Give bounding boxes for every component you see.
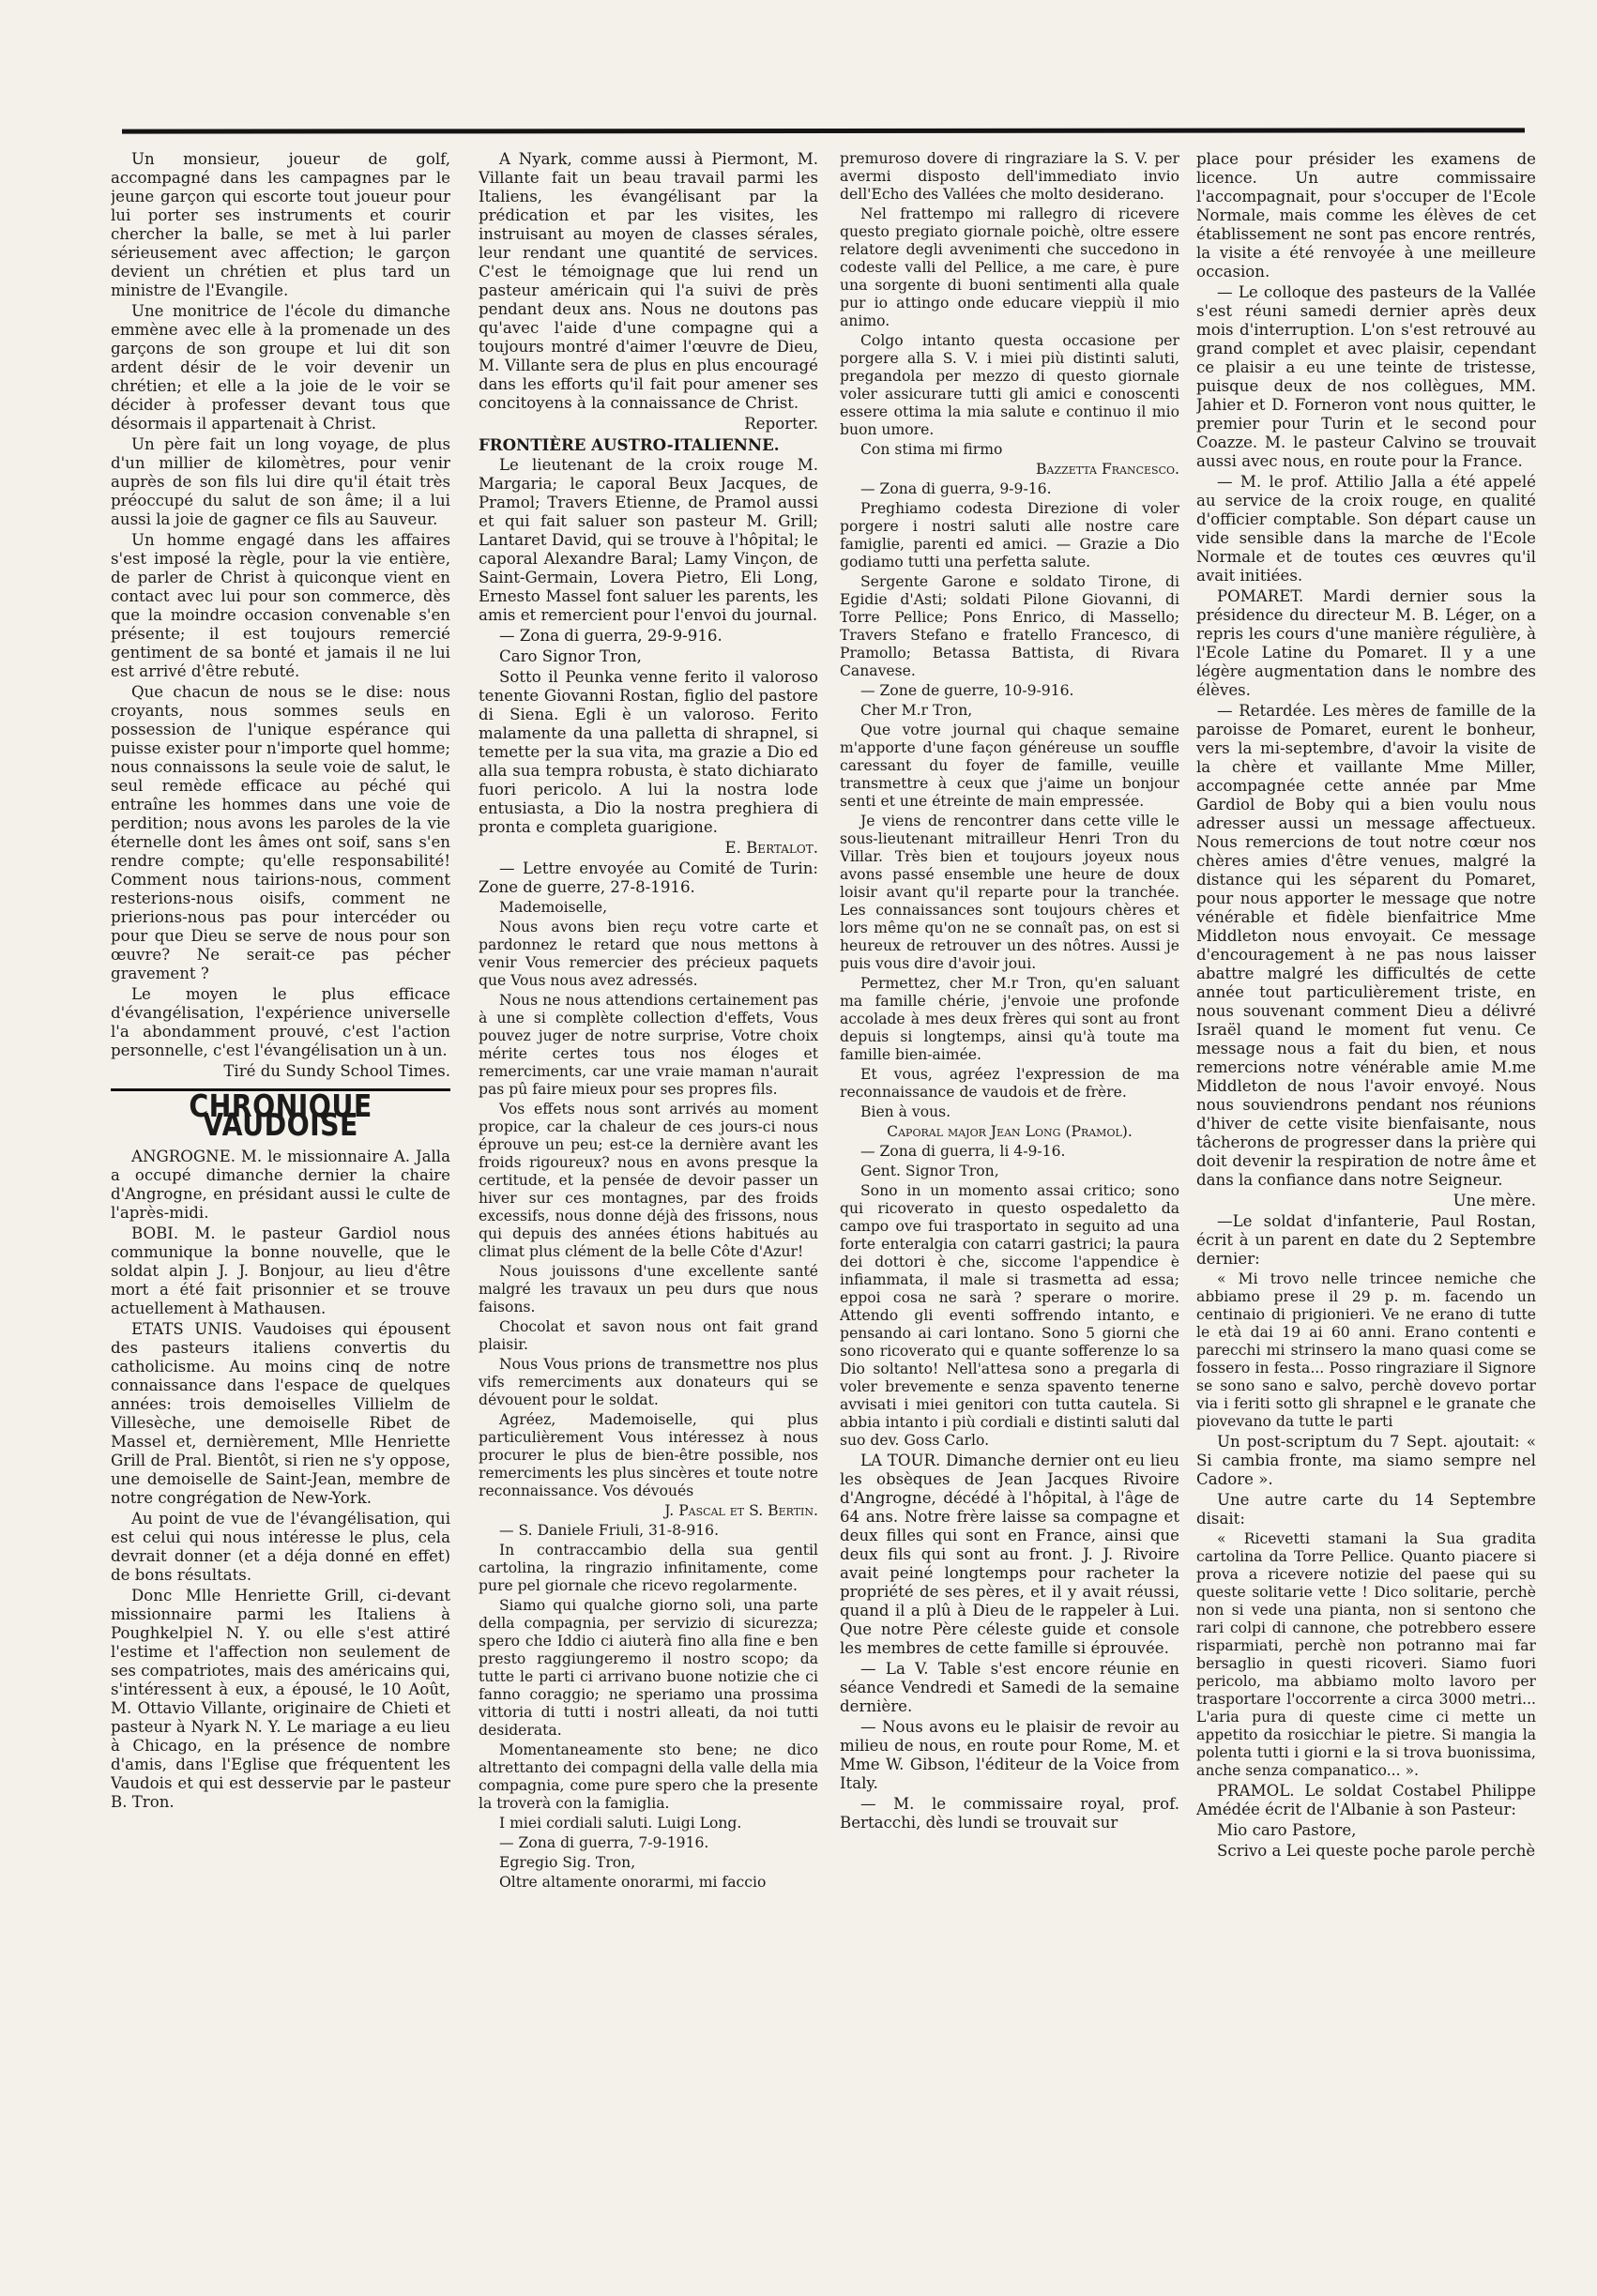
- letter-paragraph: Nous Vous prions de transmettre nos plus vifs remerciments aux donateurs qui se dévouent pour le soldat.: [479, 1356, 818, 1408]
- signature: Bazzetta Francesco.: [1036, 461, 1179, 478]
- news-item: ANGROGNE. M. le missionnaire A. Jalla a occupé dimanche dernier la chaire d'Angrogne, en présidant aussi le culte de l'après-midi.: [111, 1148, 450, 1222]
- letter-paragraph: Sergente Garone e soldato Tirone, di Egidie d'Asti; soldati Pilone Giovanni, di Torre Pellice; Pons Enrico, di Massello; Travers Stefano e fratello Francesco, di Pramollo; Betassa Battista, di Rivara Canavese.: [840, 573, 1179, 679]
- news-item: POMARET. Mardi dernier sous la présidence du directeur M. B. Léger, on a repris les cours d'une manière régulière, à l'Ecole Latine du Pomaret. Il y a une légère augmentation dans le nombre des élèves.: [1196, 587, 1536, 699]
- news-item: — La V. Table s'est encore réunie en séance Vendredi et Samedi de la semaine dernière.: [840, 1660, 1179, 1715]
- salutation: Mio caro Pastore,: [1217, 1821, 1357, 1839]
- letter-paragraph: I miei cordiali saluti. Luigi Long.: [499, 1815, 742, 1832]
- dateline: — Lettre envoyée au Comité de Turin: Zone de guerre, 27-8-1916.: [479, 859, 818, 896]
- signature: Une mère.: [1453, 1192, 1536, 1209]
- news-item: — Retardée. Les mères de famille de la paroisse de Pomaret, eurent le bonheur, vers la mi-septembre, d'avoir la visite de la chère et vaillante Mme Miller, accompagnée cette année par Mme Gardiol de Boby qui a bien voulu nous adresser aussi un message affectueux. Nous remercions de tout notre cœur nos chères amies d'être venues, malgré la distance qui les séparent du Pomaret, pour nous apporter le message que notre vénérable et fidèle bienfaitrice Mme Middleton nous envoyait. Ce message d'encouragement à ne pas nous laisser abattre malgré les difficultés de cette année tout particulièrement triste, en nous souvenant comment Dieu a délivré Israël quand le moment fut venu. Ce message nous a fait du bien, et nous remercions notre vénérable amie M.me Middleton de nous l'avoir envoyé. Nous nous souviendrons pendant nos réunions d'hiver de cette visite bienfaisante, nous tâcherons de progresser dans la prière qui doit devenir la respiration de notre âme et dans la confiance dans notre Seigneur.: [1196, 702, 1536, 1189]
- column-4: [1196, 150, 1536, 2280]
- salutation: Mademoiselle,: [499, 899, 608, 916]
- paragraph: Un monsieur, joueur de golf, accompagné dans les campagnes par le jeune garçon qui escorte tout joueur pour lui porter ses instruments et courir chercher la balle, se met à lui parler sérieusement avec affection; le garçon devient un chrétien et plus tard un ministre de l'Evangile.: [111, 150, 450, 299]
- news-item: ETATS UNIS. Vaudoises qui épousent des pasteurs italiens convertis du catholicisme. Au moins cinq de notre connaissance dans l'espace de quelques années: trois demoiselles Villielm de Villesèche, une demoiselle Ribet de Massel et, dernièrement, Mlle Henriette Grill de Pral. Bientôt, si rien ne s'y oppose, une demoiselle de Saint-Jean, membre de notre congrégation de New-York.: [111, 1320, 450, 1507]
- column-2: [479, 150, 818, 2280]
- dateline: — Zona di guerra, 9-9-16.: [860, 480, 1052, 497]
- news-item: — M. le commissaire royal, prof. Bertacchi, dès lundi se trouvait sur: [840, 1795, 1179, 1832]
- letter-paragraph: Permettez, cher M.r Tron, qu'en saluant ma famille chérie, j'envoie une profonde accolade à mes deux frères qui sont au front depuis si longtemps, ainsi qu'à toute ma famille bien-aimée.: [840, 975, 1179, 1063]
- paragraph: Le moyen le plus efficace d'évangélisation, l'expérience universelle l'a abondamment prouvé, c'est l'action personnelle, c'est l'évangélisation un à un.: [111, 985, 450, 1059]
- top-rule: [122, 128, 1525, 133]
- signature: E. Bertalot.: [724, 839, 818, 857]
- signature: J. Pascal et S. Bertin.: [664, 1502, 818, 1519]
- news-item: Une autre carte du 14 Septembre disait:: [1196, 1491, 1536, 1528]
- section-title: CHRONIQUE VAUDOISE: [189, 1087, 373, 1143]
- letter-paragraph: Bien à vous.: [860, 1103, 951, 1120]
- quoted-letter: « Mi trovo nelle trincee nemiche che abbiamo prese il 29 p. m. facendo un centinaio di prigionieri. Ve ne erano di tutte le età dai 19 ai 60 anni. Erano contenti e parecchi mi strinsero la mano quasi come se fossero in festa... Posso ringraziare il Signore se sono sano e salvo, perchè dovevo portar via i feriti sotto gli shrapnel e le granate che piovevano da tutte le parti: [1196, 1270, 1536, 1430]
- news-item: — Le colloque des pasteurs de la Vallée s'est réuni samedi dernier après deux mois d'interruption. L'on s'est retrouvé au grand complet et avec plaisir, cependant ce plaisir a eu une teinte de tristesse, puisque deux de nos collègues, MM. Jahier et D. Forneron vont nous quitter, le premier pour Turin et le second pour Coazze. M. le pasteur Calvino se trouvait aussi avec nous, en route pour la France.: [1196, 283, 1536, 470]
- paragraph: A Nyark, comme aussi à Piermont, M. Villante fait un beau travail parmi les Italiens, les évangélisant par la prédication et par les visites, les instruisant au moyen de classes sérales, leur rendant une quantité de services. C'est le témoignage que lui rend un pasteur américain qui l'a suivi de près pendant deux ans. Nous ne doutons pas qu'avec l'aide d'une compagne qui a toujours montré d'aimer l'œuvre de Dieu, M. Villante sera de plus en plus encouragé dans les efforts qu'il fait pour amener ses concitoyens à la connaissance de Christ.: [479, 150, 818, 412]
- news-item: Donc Mlle Henriette Grill, ci-devant missionnaire parmi les Italiens à Poughkelpiel N. Y. ou elle s'est attiré l'estime et l'affection non seulement de ses compatriotes, mais des américains qui, s'intéressent à eux, a épousé, le 10 Août, M. Ottavio Villante, originaire de Chieti et pasteur à Nyark N. Y. Le mariage a eu lieu à Chicago, en la présence de nombre d'amis, dans l'Eglise que fréquentent les Vaudois et qui est desservie par le pasteur B. Tron.: [111, 1587, 450, 1811]
- letter-paragraph: Sono in un momento assai critico; sono qui ricoverato in questo ospedaletto da campo ove fui trasportato in seguito ad una forte enteralgia con catarri gastrici; la paura dei dottori è che, siccome l'appendice è infiammata, il male si trasmetta ad essa; eppoi cosa ne sarà ? sperare o morire. Attendo gli eventi soffrendo intanto, e pensando ai cari lontano. Sono 5 giorni che sono ricoverato qui e quante sofferenze lo sa Dio soltanto! Nell'attesa sono a pregarla di voler brevemente e senza spavento tenerne avvisati i miei genitori con tutta cautela. Si abbia intanto i più cordiali e distinti saluti dal suo dev. Goss Carlo.: [840, 1182, 1179, 1449]
- news-item: place pour présider les examens de licence. Un autre commissaire l'accompagnait, pour s'occuper de l'Ecole Normale, mais comme les élèves de cet établissement ne sont pas encore rentrés, la visite a été renvoyée à une meilleure occasion.: [1196, 150, 1536, 281]
- dateline: — Zona di guerra, li 4-9-16.: [860, 1143, 1066, 1160]
- letter-paragraph: Momentaneamente sto bene; ne dico altrettanto dei compagni della valle della mia compagnia, come pure spero che la presente la troverà con la famiglia.: [479, 1741, 818, 1812]
- letter-paragraph: Nous jouissons d'une excellente santé malgré les travaux un peu durs que nous faisons.: [479, 1263, 818, 1315]
- letter-paragraph: Con stima mi firmo: [860, 441, 1003, 458]
- paragraph: Une monitrice de l'école du dimanche emmène avec elle à la promenade un des garçons de son groupe et lui dit son ardent désir de le voir devenir un chrétien; et elle a la joie de le voir se décider à professer devant tous que désormais il appartenait à Christ.: [111, 302, 450, 433]
- letter-paragraph: Colgo intanto questa occasione per porgere alla S. V. i miei più distinti saluti, pregandola per mezzo di questo giornale voler assicurare tutti gli amici e conoscenti essere ottima la mia salute e continuo il mio buon umore.: [840, 332, 1179, 438]
- news-item: PRAMOL. Le soldat Costabel Philippe Amédée écrit de l'Albanie à son Pasteur:: [1196, 1782, 1536, 1818]
- salutation: Egregio Sig. Tron,: [499, 1854, 636, 1871]
- letter-paragraph: Vos effets nous sont arrivés au moment propice, car la chaleur de ces jours-ci nous éprouve un peu; est-ce la dernière avant les froids rigoureux? nous en avons presque la certitude, et la pensée de devoir passer un hiver sur ces montagnes, par des froids excessifs, nous donne déjà des frissons, nous qui depuis des années étions habitués au climat plus clément de la belle Côte d'Azur!: [479, 1101, 818, 1260]
- letter-paragraph: Preghiamo codesta Direzione di voler porgere i nostri saluti alle nostre care famiglie, parenti ed amici. — Grazie a Dio godiamo tutti una perfetta salute.: [840, 500, 1179, 570]
- signature: Caporal major Jean Long (Pramol).: [887, 1123, 1133, 1140]
- news-item: — M. le prof. Attilio Jalla a été appelé au service de la croix rouge, en qualité d'officier comptable. Son départ cause un vide sensible dans la marche de l'Ecole Normale et de toutes ces œuvres qu'il avait initiées.: [1196, 473, 1536, 585]
- paragraph: Un homme engagé dans les affaires s'est imposé la règle, pour la vie entière, de parler de Christ à quiconque vient en contact avec lui pour son commerce, dès que la moindre occasion convenable s'en présente; il est toujours remercié gentiment de sa bonté et jamais il ne lui est arrivé d'être rebuté.: [111, 531, 450, 680]
- signature: Reporter.: [744, 415, 818, 433]
- news-item: Un post-scriptum du 7 Sept. ajoutait: « Si cambia fronte, ma siamo sempre nel Cadore ».: [1196, 1433, 1536, 1488]
- paragraph: Le lieutenant de la croix rouge M. Margaria; le caporal Beux Jacques, de Pramol; Travers Etienne, de Pramol aussi et qui fait saluer son pasteur M. Grill; Lantaret David, qui se trouve à l'hôpital; le caporal Alexandre Baral; Lamy Vinçon, de Saint-Germain, Lovera Pietro, Eli Long, Ernesto Massel font saluer les parents, les amis et remercient pour l'envoi du journal.: [479, 456, 818, 624]
- dateline: — S. Daniele Friuli, 31-8-916.: [499, 1522, 720, 1539]
- paragraph: Sotto il Peunka venne ferito il valoroso tenente Giovanni Rostan, figlio del pastore di Siena. Egli è un valoroso. Ferito malamente da una palletta di shrapnel, si temette per la sua vita, ma grazie a Dio ed alla sua tempra robusta, è stato dichiarato fuori pericolo. A lui la nostra lode entusiasta, a Dio la nostra preghiera di pronta e completa guarigione.: [479, 668, 818, 836]
- letter-paragraph: Oltre altamente onorarmi, mi faccio: [499, 1874, 767, 1891]
- dateline: — Zone de guerre, 10-9-916.: [860, 682, 1074, 699]
- dateline: — Zona di guerra, 7-9-1916.: [499, 1834, 709, 1851]
- column-3: [840, 150, 1179, 2280]
- salutation: Cher M.r Tron,: [860, 702, 973, 719]
- salutation: Gent. Signor Tron,: [860, 1163, 999, 1179]
- letter-paragraph: Nel frattempo mi rallegro di ricevere questo pregiato giornale poichè, oltre essere relatore degli avvenimenti che succedono in codeste valli del Pellice, a me care, è pure una sorgente di buoni sentimenti alla quale pur io attingo onde educare vieppiù il mio animo.: [840, 205, 1179, 329]
- letter-paragraph: Agréez, Mademoiselle, qui plus particulièrement Vous intéressez à nous procurer le plus de bien-être possible, nos remerciments les plus sincères et toute notre reconnaissance. Vos dévoués: [479, 1411, 818, 1499]
- salutation: Caro Signor Tron,: [499, 647, 642, 665]
- letter-paragraph: premuroso dovere di ringraziare la S. V. per avermi disposto dell'immediato invio dell'Echo des Vallées che molto desiderano.: [840, 150, 1179, 203]
- news-item: — Nous avons eu le plaisir de revoir au milieu de nous, en route pour Rome, M. et Mme W. Gibson, l'éditeur de la Voice from Italy.: [840, 1718, 1179, 1792]
- letter-paragraph: Chocolat et savon nous ont fait grand plaisir.: [479, 1318, 818, 1353]
- paragraph: Un père fait un long voyage, de plus d'un millier de kilomètres, pour venir auprès de son fils lui dire qu'il était très préoccupé du salut de son âme; il a lui aussi la joie de gagner ce fils au Sauveur.: [111, 435, 450, 528]
- letter-paragraph: Je viens de rencontrer dans cette ville le sous-lieutenant mitrailleur Henri Tron du Villar. Très bien et toujours joyeux nous avons passé ensemble une heure de doux loisir avant qu'il reparte pour la tranchée. Les connaissances sont toujours chères et lors même qu'on ne se connaît pas, on est si heureux de retrouver un des nôtres. Aussi je puis vous dire d'avoir joui.: [840, 813, 1179, 972]
- letter-paragraph: Nous avons bien reçu votre carte et pardonnez le retard que nous mettons à venir Vous remercier des précieux paquets que Vous nous avez adressés.: [479, 919, 818, 989]
- letter-paragraph: Scrivo a Lei queste poche parole perchè: [1217, 1842, 1536, 1860]
- news-item: LA TOUR. Dimanche dernier ont eu lieu les obsèques de Jean Jacques Rivoire d'Angrogne, décédé à l'hôpital, à l'âge de 64 ans. Notre frère laisse sa compagne et deux filles qui sont en France, ainsi que deux fils qui sont au front. J. J. Rivoire avait peiné longtemps pour racheter la propriété de ses pères, et il y avait réussi, quand il a plû à Dieu de le rappeler à Lui. Que notre Père céleste guide et console les membres de cette famille si éprouvée.: [840, 1452, 1179, 1657]
- letter-paragraph: In contraccambio della sua gentil cartolina, la ringrazio infinitamente, come pure pel giornale che ricevo regolarmente.: [479, 1542, 818, 1594]
- news-item: Au point de vue de l'évangélisation, qui est celui qui nous intéresse le plus, cela devrait donner (et a déja donné en effet) de bons résultats.: [111, 1510, 450, 1584]
- quoted-letter: « Ricevetti stamani la Sua gradita cartolina da Torre Pellice. Quanto piacere si prova a ricevere notizie del paese qui su queste solitarie vette ! Dico solitarie, perchè non si vede una pianta, non si sentono che rari colpi di cannone, che potrebbero essere risparmiati, perchè non potranno mai far bersaglio in questi ricoveri. Siamo fuori pericolo, ma abbiamo molto lavoro per trasportare l'occorrente a circa 3000 metri... L'aria pura di queste cime ci mette un appetito da rosicchiar le pietre. Si mangia la polenta tutti i giorni e la si trova buonissima, anche senza companatico... ».: [1196, 1530, 1536, 1779]
- section-heading: FRONTIÈRE AUSTRO-ITALIENNE.: [479, 435, 780, 454]
- paragraph: Que chacun de nous se le dise: nous croyants, nous sommes seuls en possession de l'unique espérance qui puisse exister pour n'importe quel homme; nous connaissons la seule voie de salut, le seul remède efficace au péché qui entraîne les hommes dans une voie de perdition; nous avons les paroles de la vie éternelle dont les âmes ont soif, sans s'en rendre compte; qu'elle responsabilité! Comment nous tairions-nous, comment resterions-nous oisifs, comment ne prierions-nous pas pour intercéder ou pour que Dieu se serve de nous pour son œuvre? Ne serait-ce pas pécher gravement ?: [111, 683, 450, 982]
- news-item: —Le soldat d'infanterie, Paul Rostan, écrit à un parent en date du 2 Septembre dernier:: [1196, 1212, 1536, 1268]
- letter-paragraph: Siamo qui qualche giorno soli, una parte della compagnia, per servizio di sicurezza; spero che Iddio ci aiuterà fino alla fine e ben presto raggiungeremo il nostro scopo; da tutte le parti ci arrivano buone notizie che ci fanno coraggio; ne speriamo una prossima vittoria di tutti i nostri alleati, da noi tutti desiderata.: [479, 1597, 818, 1739]
- source-credit: Tiré du Sundy School Times.: [223, 1062, 450, 1080]
- letter-paragraph: Nous ne nous attendions certainement pas à une si complète collection d'effets, Vous pouvez juger de notre surprise, Votre choix mérite certes tous nos éloges et remerciments, car une vraie maman n'aurait pas pû faire mieux pour ses propres fils.: [479, 992, 818, 1098]
- dateline: — Zona di guerra, 29-9-916.: [499, 627, 722, 645]
- news-item: BOBI. M. le pasteur Gardiol nous communique la bonne nouvelle, que le soldat alpin J. J. Bonjour, au lieu d'être mort a été fait prisonnier et se trouve actuellement à Mathausen.: [111, 1224, 450, 1317]
- letter-paragraph: Et vous, agréez l'expression de ma reconnaissance de vaudois et de frère.: [840, 1066, 1179, 1101]
- column-1: [111, 150, 450, 2280]
- letter-paragraph: Que votre journal qui chaque semaine m'apporte d'une façon généreuse un souffle caressant du foyer de famille, veuille transmettre à ceux que j'aime un bonjour senti et une étreinte de main empressée.: [840, 722, 1179, 810]
